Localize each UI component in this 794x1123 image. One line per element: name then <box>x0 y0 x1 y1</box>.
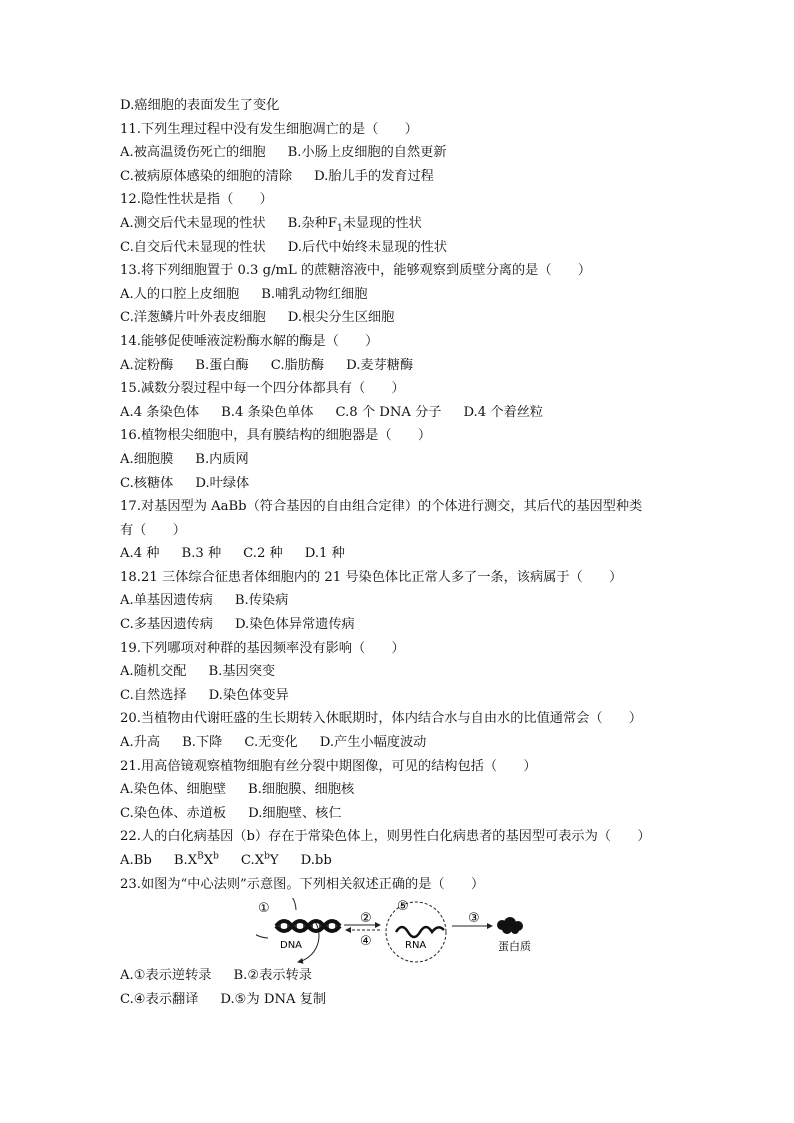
q17-options <box>120 542 680 566</box>
label-n5: ⑤ <box>397 899 409 915</box>
dna-helix-icon <box>276 920 340 932</box>
q22-option-c-sup: b <box>264 851 270 862</box>
q18-option-b[interactable]: B.传染病 <box>234 593 289 609</box>
q20-options <box>120 731 680 755</box>
q13-options-row1 <box>120 283 680 307</box>
rna-strand-icon <box>396 927 444 937</box>
q21-options-row1 <box>120 778 680 802</box>
q14-option-c[interactable]: C.脂肪酶 <box>270 357 325 373</box>
q17-option-d[interactable]: D.1 种 <box>304 546 345 562</box>
q16-option-c[interactable]: C.核糖体 <box>120 475 174 491</box>
q13-option-b[interactable]: B.哺乳动物红细胞 <box>261 286 368 302</box>
q20-option-a[interactable]: A.升高 <box>120 735 161 751</box>
q16-option-a[interactable]: A.细胞膜 <box>120 451 174 467</box>
q19-option-b[interactable]: B.基因突变 <box>208 664 276 680</box>
q21-option-b[interactable]: B.细胞膜、细胞核 <box>248 782 355 798</box>
q21-stem: 21.用高倍镜观察植物细胞有丝分裂中期图像，可见的结构包括（ ） <box>120 758 537 774</box>
q17-option-c[interactable]: C.2 种 <box>243 546 283 562</box>
label-rna: RNA <box>405 940 427 952</box>
q16-option-b[interactable]: B.内质网 <box>195 451 249 467</box>
q10-option-d: D.癌细胞的表面发生了变化 <box>120 98 280 113</box>
q20-stem: 20.当植物由代谢旺盛的生长期转入休眠期时，体内结合水与自由水的比值通常会（ ） <box>120 711 643 727</box>
label-protein: 蛋白质 <box>498 940 531 954</box>
label-n2: ② <box>360 911 372 927</box>
central-dogma-svg <box>256 898 536 964</box>
q19-options-row1 <box>120 660 680 684</box>
q18-option-d[interactable]: D.染色体异常遗传病 <box>234 617 355 633</box>
q15-option-a[interactable]: A.4 条染色体 <box>120 404 200 420</box>
q16-option-d[interactable]: D.叶绿体 <box>195 475 250 491</box>
q15-option-d[interactable]: D.4 个着丝粒 <box>463 404 544 420</box>
q12-option-c[interactable]: C.自交后代未显现的性状 <box>120 239 266 255</box>
q18-options-row1 <box>120 589 680 613</box>
q23-stem: 23.如图为“中心法则”示意图。下列相关叙述正确的是（ ） <box>120 876 485 892</box>
q16-options-row1 <box>120 448 680 472</box>
q22-option-a[interactable]: A.Bb <box>120 853 152 868</box>
q22-option-b-mid: X <box>203 853 214 868</box>
rna-replication-loop <box>386 902 446 962</box>
q12-options-row2 <box>120 236 680 260</box>
q16-stem: 16.植物根尖细胞中，具有膜结构的细胞器是（ ） <box>120 428 432 444</box>
q19-options-row2 <box>120 684 680 708</box>
q15-option-c[interactable]: C.8 个 DNA 分子 <box>335 404 442 420</box>
q18-option-c[interactable]: C.多基因遗传病 <box>120 617 213 633</box>
label-n4: ④ <box>360 934 372 950</box>
q11-options-row2 <box>120 165 680 189</box>
q21-option-d[interactable]: D.细胞壁、核仁 <box>248 805 342 821</box>
q15-option-b[interactable]: B.4 条染色单体 <box>221 404 314 420</box>
protein-icon <box>497 917 523 934</box>
q13-option-c[interactable]: C.洋葱鳞片叶外表皮细胞 <box>120 310 266 326</box>
q12-stem: 12.隐性性状是指（ ） <box>120 192 273 208</box>
q11-option-c[interactable]: C.被病原体感染的细胞的清除 <box>120 168 293 184</box>
q20-option-b[interactable]: B.下降 <box>182 735 223 751</box>
q13-option-a[interactable]: A.人的口腔上皮细胞 <box>120 286 240 302</box>
q12-option-b-suffix: 未显现的性状 <box>342 215 422 231</box>
q12-option-d[interactable]: D.后代中始终未显现的性状 <box>287 239 448 255</box>
q22-option-b-prefix: B.X <box>173 853 198 868</box>
q14-option-d[interactable]: D.麦芽糖酶 <box>346 357 414 373</box>
q20-option-d[interactable]: D.产生小幅度波动 <box>319 735 427 751</box>
q22-options <box>120 849 680 873</box>
q17-option-b[interactable]: B.3 种 <box>181 546 222 562</box>
q19-option-c[interactable]: C.自然选择 <box>120 687 187 703</box>
q21-options-row2 <box>120 802 680 826</box>
q17-stem-line1: 17.对基因型为 AaBb（符合基因的自由组合定律）的个体进行测交，其后代的基因型种类 <box>120 499 643 515</box>
q23-option-b[interactable]: B.②表示转录 <box>233 968 312 984</box>
q12-option-a[interactable]: A.测交后代未显现的性状 <box>120 215 266 231</box>
q11-options-row1 <box>120 141 680 165</box>
q22-option-c-prefix: C.X <box>240 853 265 868</box>
q11-option-d[interactable]: D.胎儿手的发育过程 <box>314 168 434 184</box>
q11-option-b[interactable]: B.小肠上皮细胞的自然更新 <box>287 145 447 161</box>
label-dna: DNA <box>280 940 303 952</box>
q12-option-b-prefix: B.杂种F <box>287 215 338 231</box>
q14-option-a[interactable]: A.淀粉酶 <box>120 357 174 373</box>
q23-option-c[interactable]: C.④表示翻译 <box>120 991 199 1007</box>
q19-option-a[interactable]: A.随机交配 <box>120 664 187 680</box>
q16-options-row2 <box>120 472 680 496</box>
q15-stem: 15.减数分裂过程中每一个四分体都具有（ ） <box>120 381 405 397</box>
q19-stem: 19.下列哪项对种群的基因频率没有影响（ ） <box>120 640 405 656</box>
q18-stem: 18.21 三体综合征患者体细胞内的 21 号染色体比正常人多了一条，该病属于（ ） <box>120 569 623 585</box>
q22-option-c[interactable] <box>241 849 279 873</box>
central-dogma-diagram <box>120 898 680 964</box>
q13-option-d[interactable]: D.根尖分生区细胞 <box>287 310 395 326</box>
q22-option-b[interactable] <box>174 849 219 873</box>
q22-option-d[interactable]: D.bb <box>300 853 332 868</box>
q13-stem: 13.将下列细胞置于 0.3 g/mL 的蔗糖溶液中，能够观察到质壁分离的是（ ） <box>120 263 592 279</box>
exam-page <box>120 94 680 1011</box>
q13-options-row2 <box>120 306 680 330</box>
q11-stem: 11.下列生理过程中没有发生细胞凋亡的是（ ） <box>120 121 418 137</box>
q23-options-row2 <box>120 988 680 1012</box>
q18-options-row2 <box>120 613 680 637</box>
q18-option-a[interactable]: A.单基因遗传病 <box>120 593 213 609</box>
q12-option-b[interactable] <box>288 212 422 236</box>
label-n3: ③ <box>468 911 480 927</box>
q19-option-d[interactable]: D.染色体变异 <box>208 687 289 703</box>
q12-options-row1 <box>120 212 680 236</box>
q23-options-row1 <box>120 964 680 988</box>
q14-stem: 14.能够促使唾液淀粉酶水解的酶是（ ） <box>120 333 379 349</box>
q15-options <box>120 401 680 425</box>
q17-stem-line2: 有（ ） <box>120 522 186 538</box>
q17-option-a[interactable]: A.4 种 <box>120 546 160 562</box>
q22-stem: 22.人的白化病基因（b）存在于常染色体上，则男性白化病患者的基因型可表示为（ ） <box>120 829 651 845</box>
q22-option-b-sup1: B <box>197 851 204 862</box>
q20-option-c[interactable]: C.无变化 <box>244 735 298 751</box>
q23-option-d[interactable]: D.⑤为 DNA 复制 <box>220 991 327 1007</box>
q14-option-b[interactable]: B.蛋白酶 <box>195 357 249 373</box>
q14-options <box>120 354 680 378</box>
q22-option-c-suffix: Y <box>269 853 279 868</box>
q11-option-a[interactable]: A.被高温烫伤死亡的细胞 <box>120 145 266 161</box>
q21-option-c[interactable]: C.染色体、赤道板 <box>120 805 227 821</box>
label-n1: ① <box>258 901 270 917</box>
q22-option-b-sup2: b <box>213 851 219 862</box>
q12-option-b-subscript: 1 <box>337 223 343 234</box>
q23-option-a[interactable]: A.①表示逆转录 <box>120 968 212 984</box>
q21-option-a[interactable]: A.染色体、细胞壁 <box>120 782 227 798</box>
